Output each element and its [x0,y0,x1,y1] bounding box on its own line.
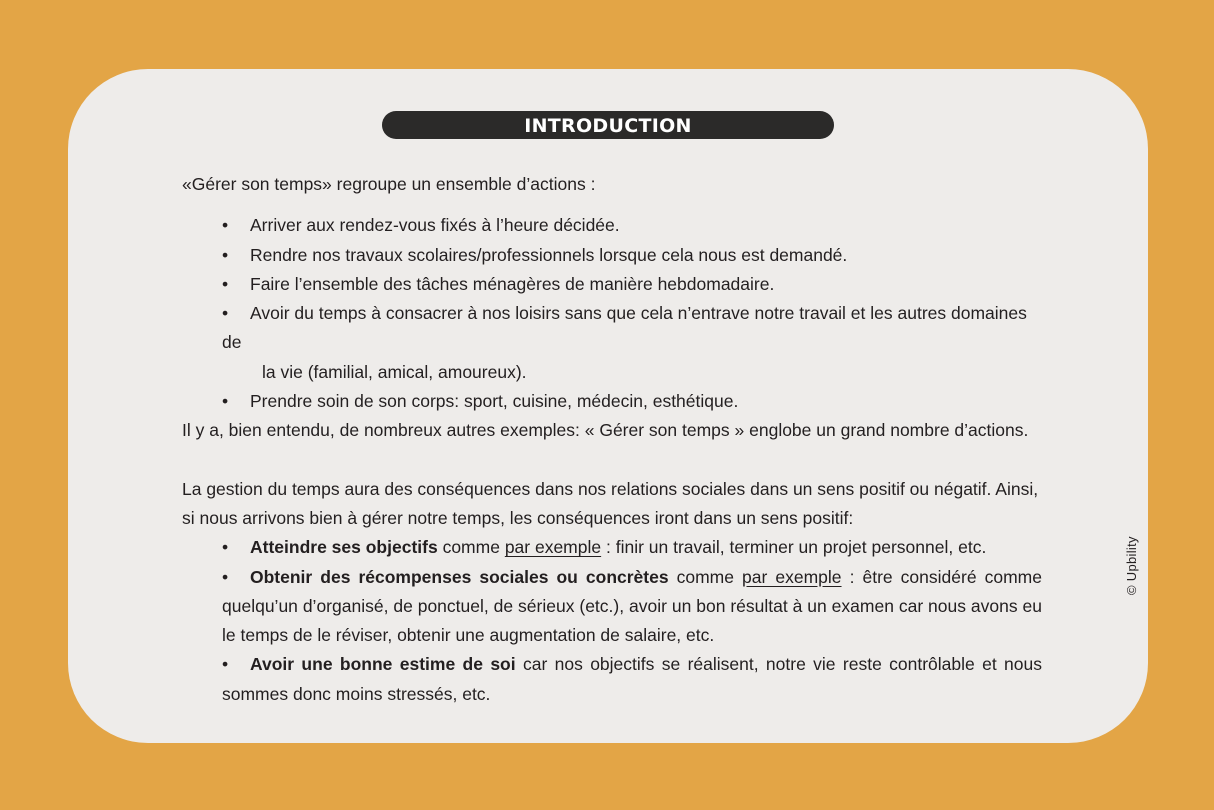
intro-lead: «Gérer son temps» regroupe un ensemble d’actions : [182,174,596,194]
bullet-icon: • [222,303,229,324]
list-item: • Arriver aux rendez-vous fixés à l’heure décidée. [222,211,1042,240]
list-item: • Rendre nos travaux scolaires/professionnels lorsque cela nous est demandé. [222,241,1042,270]
bullet-icon: • [222,537,229,558]
copyright-label: © Upbility [1124,536,1139,595]
list-item-continuation: la vie (familial, amical, amoureux). [262,361,527,382]
list-item: • Faire l’ensemble des tâches ménagères de manière hebdomadaire. [222,270,1042,299]
bullet-icon: • [222,391,229,412]
bullet-icon: • [222,273,229,294]
action-list [182,211,1042,416]
bullet-icon: • [222,566,229,587]
bullet-icon: • [222,654,229,675]
bullet-icon: • [222,244,229,265]
bullet-icon: • [222,215,229,236]
consequences-paragraph: La gestion du temps aura des conséquences dans nos relations sociales dans un sens positif ou négatif. Ainsi, si nous arrivons bien à gérer notre temps, les conséquences iront dans un sens positif: [182,478,1039,528]
list-item: • Atteindre ses objectifs comme par exemple : finir un travail, terminer un projet personnel, etc. [222,533,1042,562]
list-item: • Avoir du temps à consacrer à nos loisirs sans que cela n’entrave notre travail et les autres domaines de [222,299,1042,358]
intro-summary: Il y a, bien entendu, de nombreux autres exemples: « Gérer son temps » englobe un grand nombre d’actions. [182,420,1029,441]
content-card [68,69,1148,743]
section-title: INTRODUCTION [382,111,834,139]
consequences-list [182,533,1042,709]
list-item: • Obtenir des récompenses sociales ou concrètes comme par exemple : être considéré comme quelqu’un d’organisé, de ponctuel, de sérieux (etc.), avoir un bon résultat à un examen car nous avons eu le temps de le réviser, obtenir une augmentation de salaire, etc. [222,563,1042,651]
document-body [182,170,1042,709]
list-item: • Prendre soin de son corps: sport, cuisine, médecin, esthétique. [222,387,1042,416]
list-item: • Avoir une bonne estime de soi car nos objectifs se réalisent, notre vie reste contrôlable et nous sommes donc moins stressés, etc. [222,650,1042,709]
